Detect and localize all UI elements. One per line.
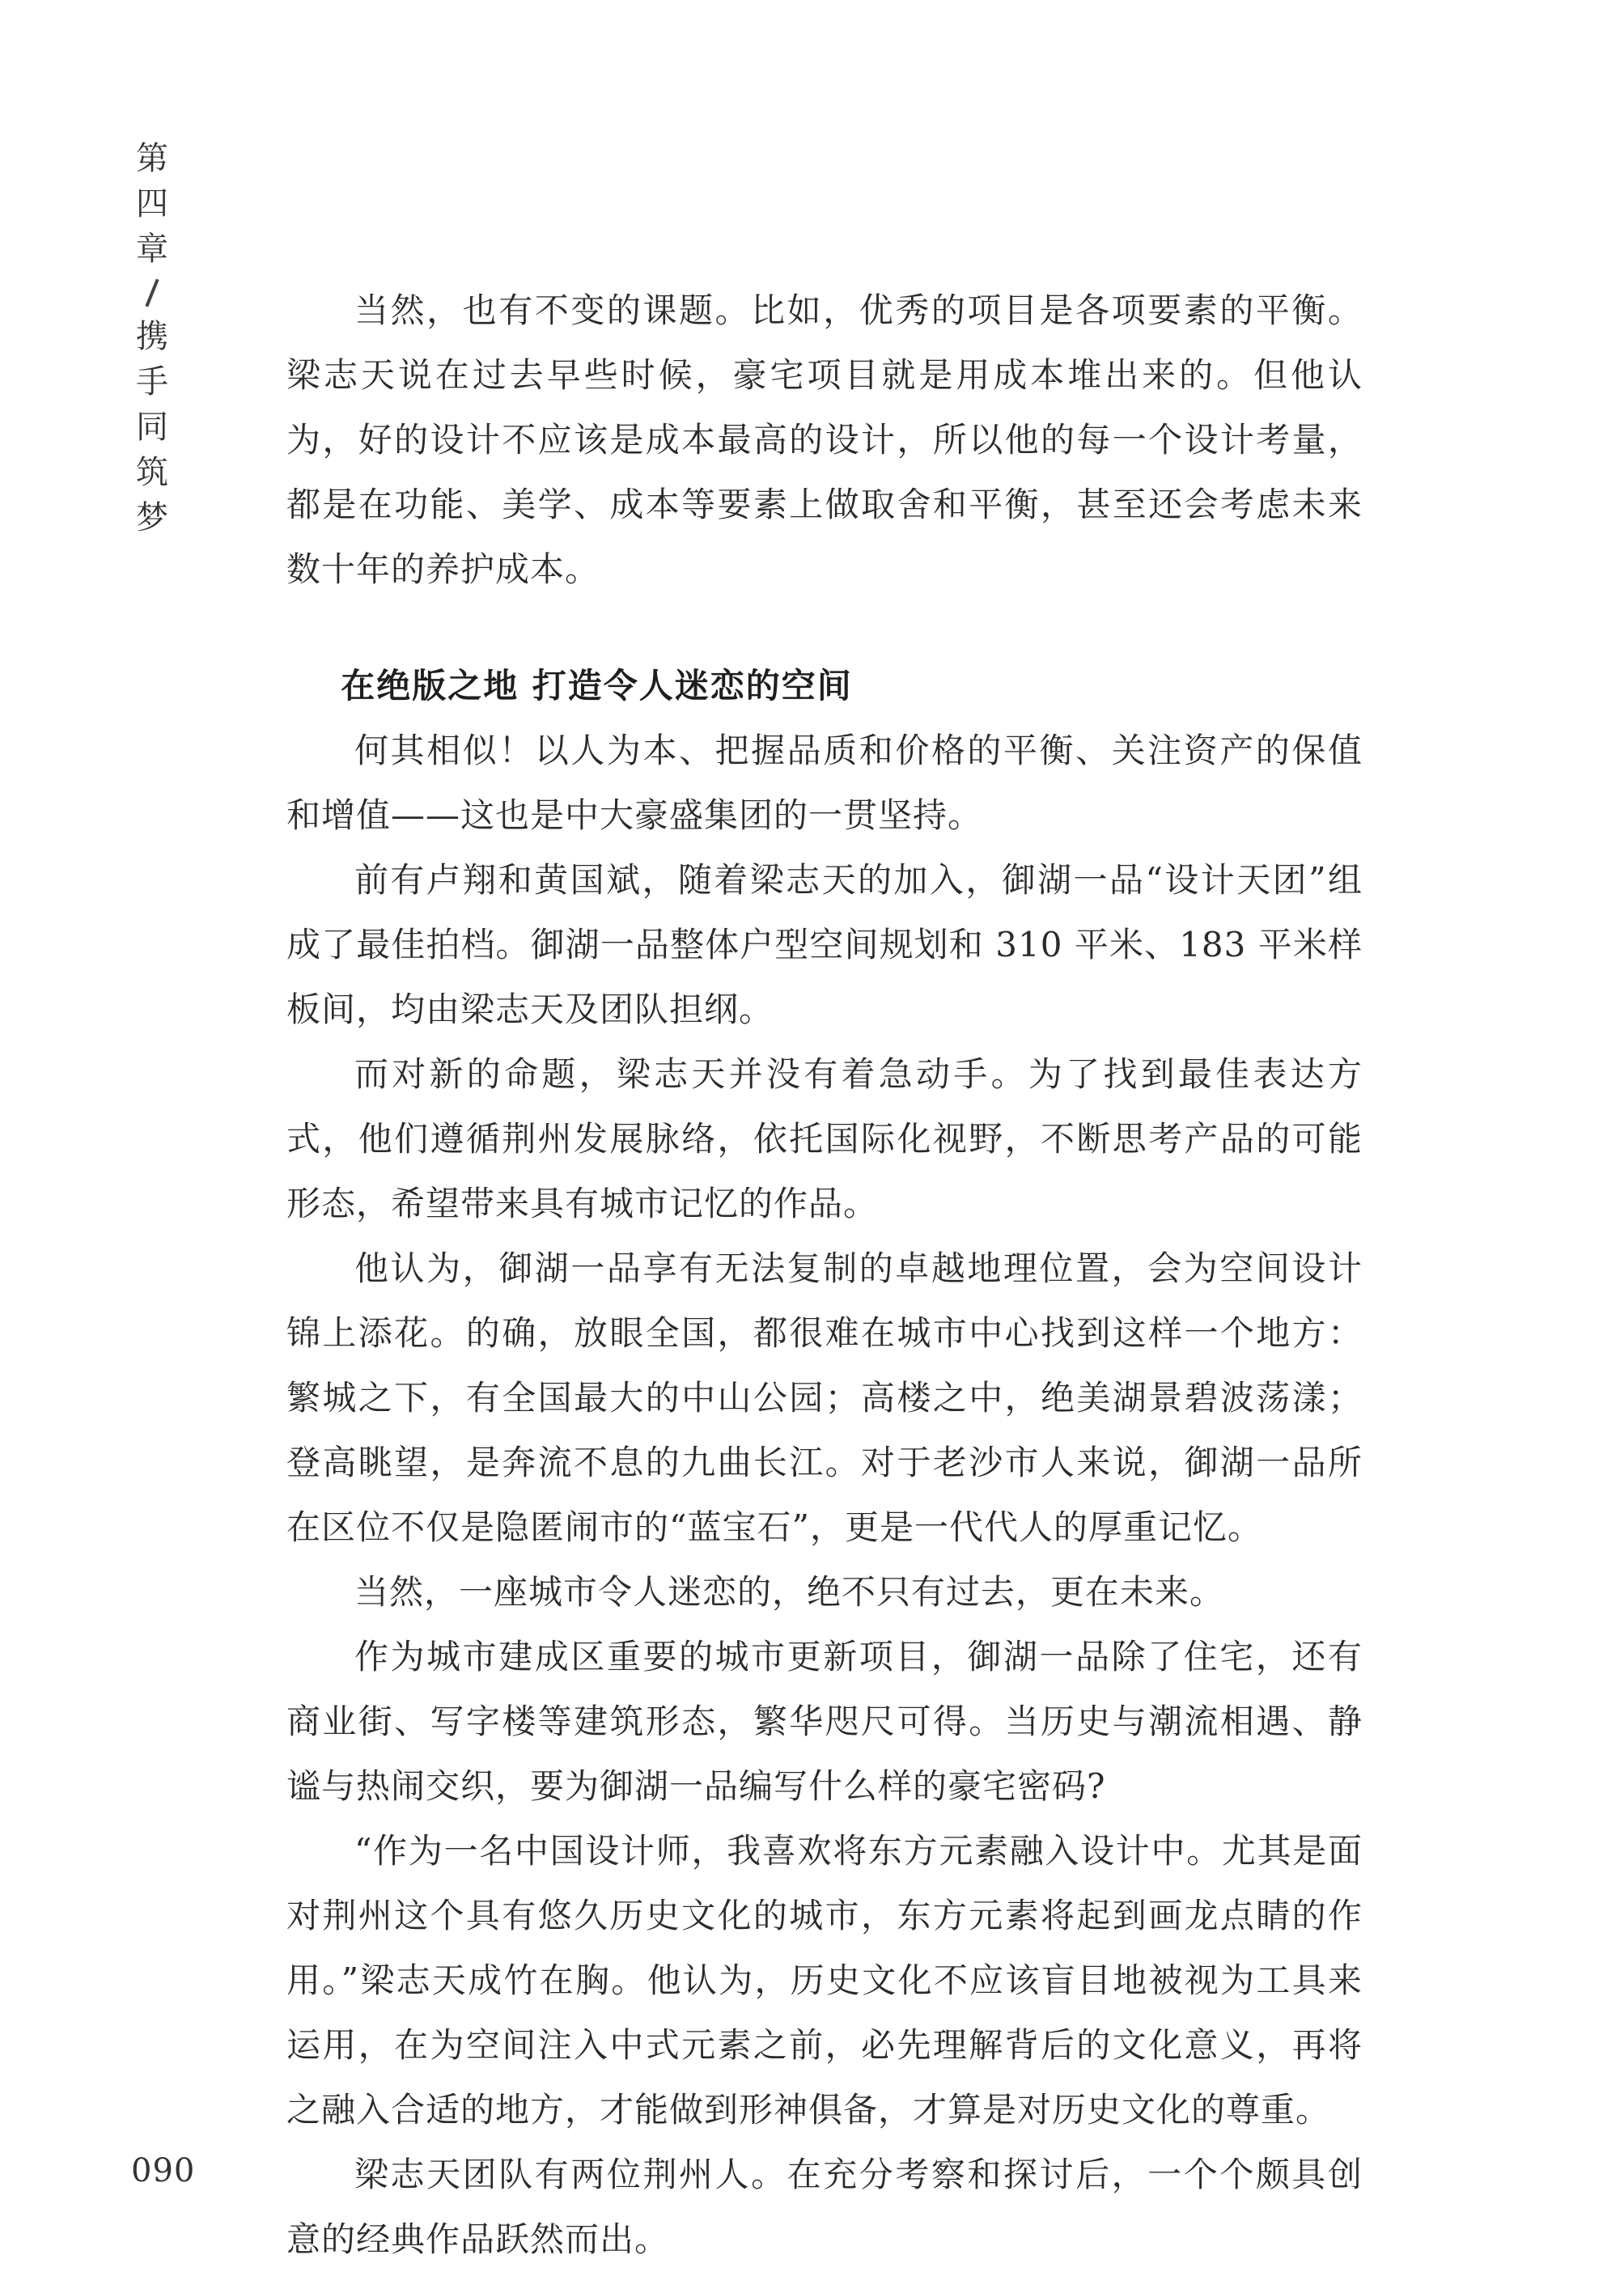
running-head-char: 第 [136,140,168,177]
running-head-separator [145,279,159,307]
body-paragraph: 何其相似！以人为本、把握品质和价格的平衡、关注资产的保值和增值——这也是中大豪盛集团的一贯坚持。 [286,731,1363,835]
running-head [131,136,173,540]
body-paragraph: “作为一名中国设计师，我喜欢将东方元素融入设计中。尤其是面对荆州这个具有悠久历史文化的城市，东方元素将起到画龙点睛的作用。”梁志天成竹在胸。他认为，历史文化不应该盲目地被视为工具来运用，在为空间注入中式元素之前，必先理解背后的文化意义，再将之融入合适的地方，才能做到形神俱备，才算是对历史文化的尊重。 [286,1831,1363,2130]
section-heading: 在绝版之地 打造令人迷恋的空间 [341,666,853,706]
page-body [286,278,1363,2272]
running-head-char: 携 [136,318,168,355]
page-number: 090 [131,2152,196,2189]
running-head-char: 四 [136,185,168,223]
running-head-char: 同 [136,409,168,446]
running-head-char: 章 [136,231,168,268]
body-paragraph: 梁志天团队有两位荆州人。在充分考察和探讨后，一个个颇具创意的经典作品跃然而出。 [286,2155,1363,2259]
running-head-char: 筑 [136,454,168,491]
body-paragraph: 当然，也有不变的课题。比如，优秀的项目是各项要素的平衡。梁志天说在过去早些时候，豪宅项目就是用成本堆出来的。但他认为，好的设计不应该是成本最高的设计，所以他的每一个设计考量，都是在功能、美学、成本等要素上做取舍和平衡，甚至还会考虑未来数十年的养护成本。 [286,290,1363,589]
running-head-char: 手 [136,363,168,401]
body-paragraph: 当然，一座城市令人迷恋的，绝不只有过去，更在未来。 [354,1572,1225,1612]
body-paragraph: 作为城市建成区重要的城市更新项目，御湖一品除了住宅，还有商业街、写字楼等建筑形态，繁华咫尺可得。当历史与潮流相遇、静谧与热闹交织，要为御湖一品编写什么样的豪宅密码? [286,1637,1363,1806]
running-head-char: 梦 [136,499,168,536]
body-paragraph: 而对新的命题，梁志天并没有着急动手。为了找到最佳表达方式，他们遵循荆州发展脉络，依托国际化视野，不断思考产品的可能形态，希望带来具有城市记忆的作品。 [286,1054,1363,1223]
body-paragraph: 他认为，御湖一品享有无法复制的卓越地理位置，会为空间设计锦上添花。的确，放眼全国，都很难在城市中心找到这样一个地方：繁城之下，有全国最大的中山公园；高楼之中，绝美湖景碧波荡漾；登高眺望，是奔流不息的九曲长江。对于老沙市人来说，御湖一品所在区位不仅是隐匿闹市的“蓝宝石”，更是一代代人的厚重记忆。 [286,1248,1363,1547]
body-paragraph: 前有卢翔和黄国斌，随着梁志天的加入，御湖一品“设计天团”组成了最佳拍档。御湖一品整体户型空间规划和 310 平米、183 平米样板间，均由梁志天及团队担纲。 [286,860,1363,1029]
